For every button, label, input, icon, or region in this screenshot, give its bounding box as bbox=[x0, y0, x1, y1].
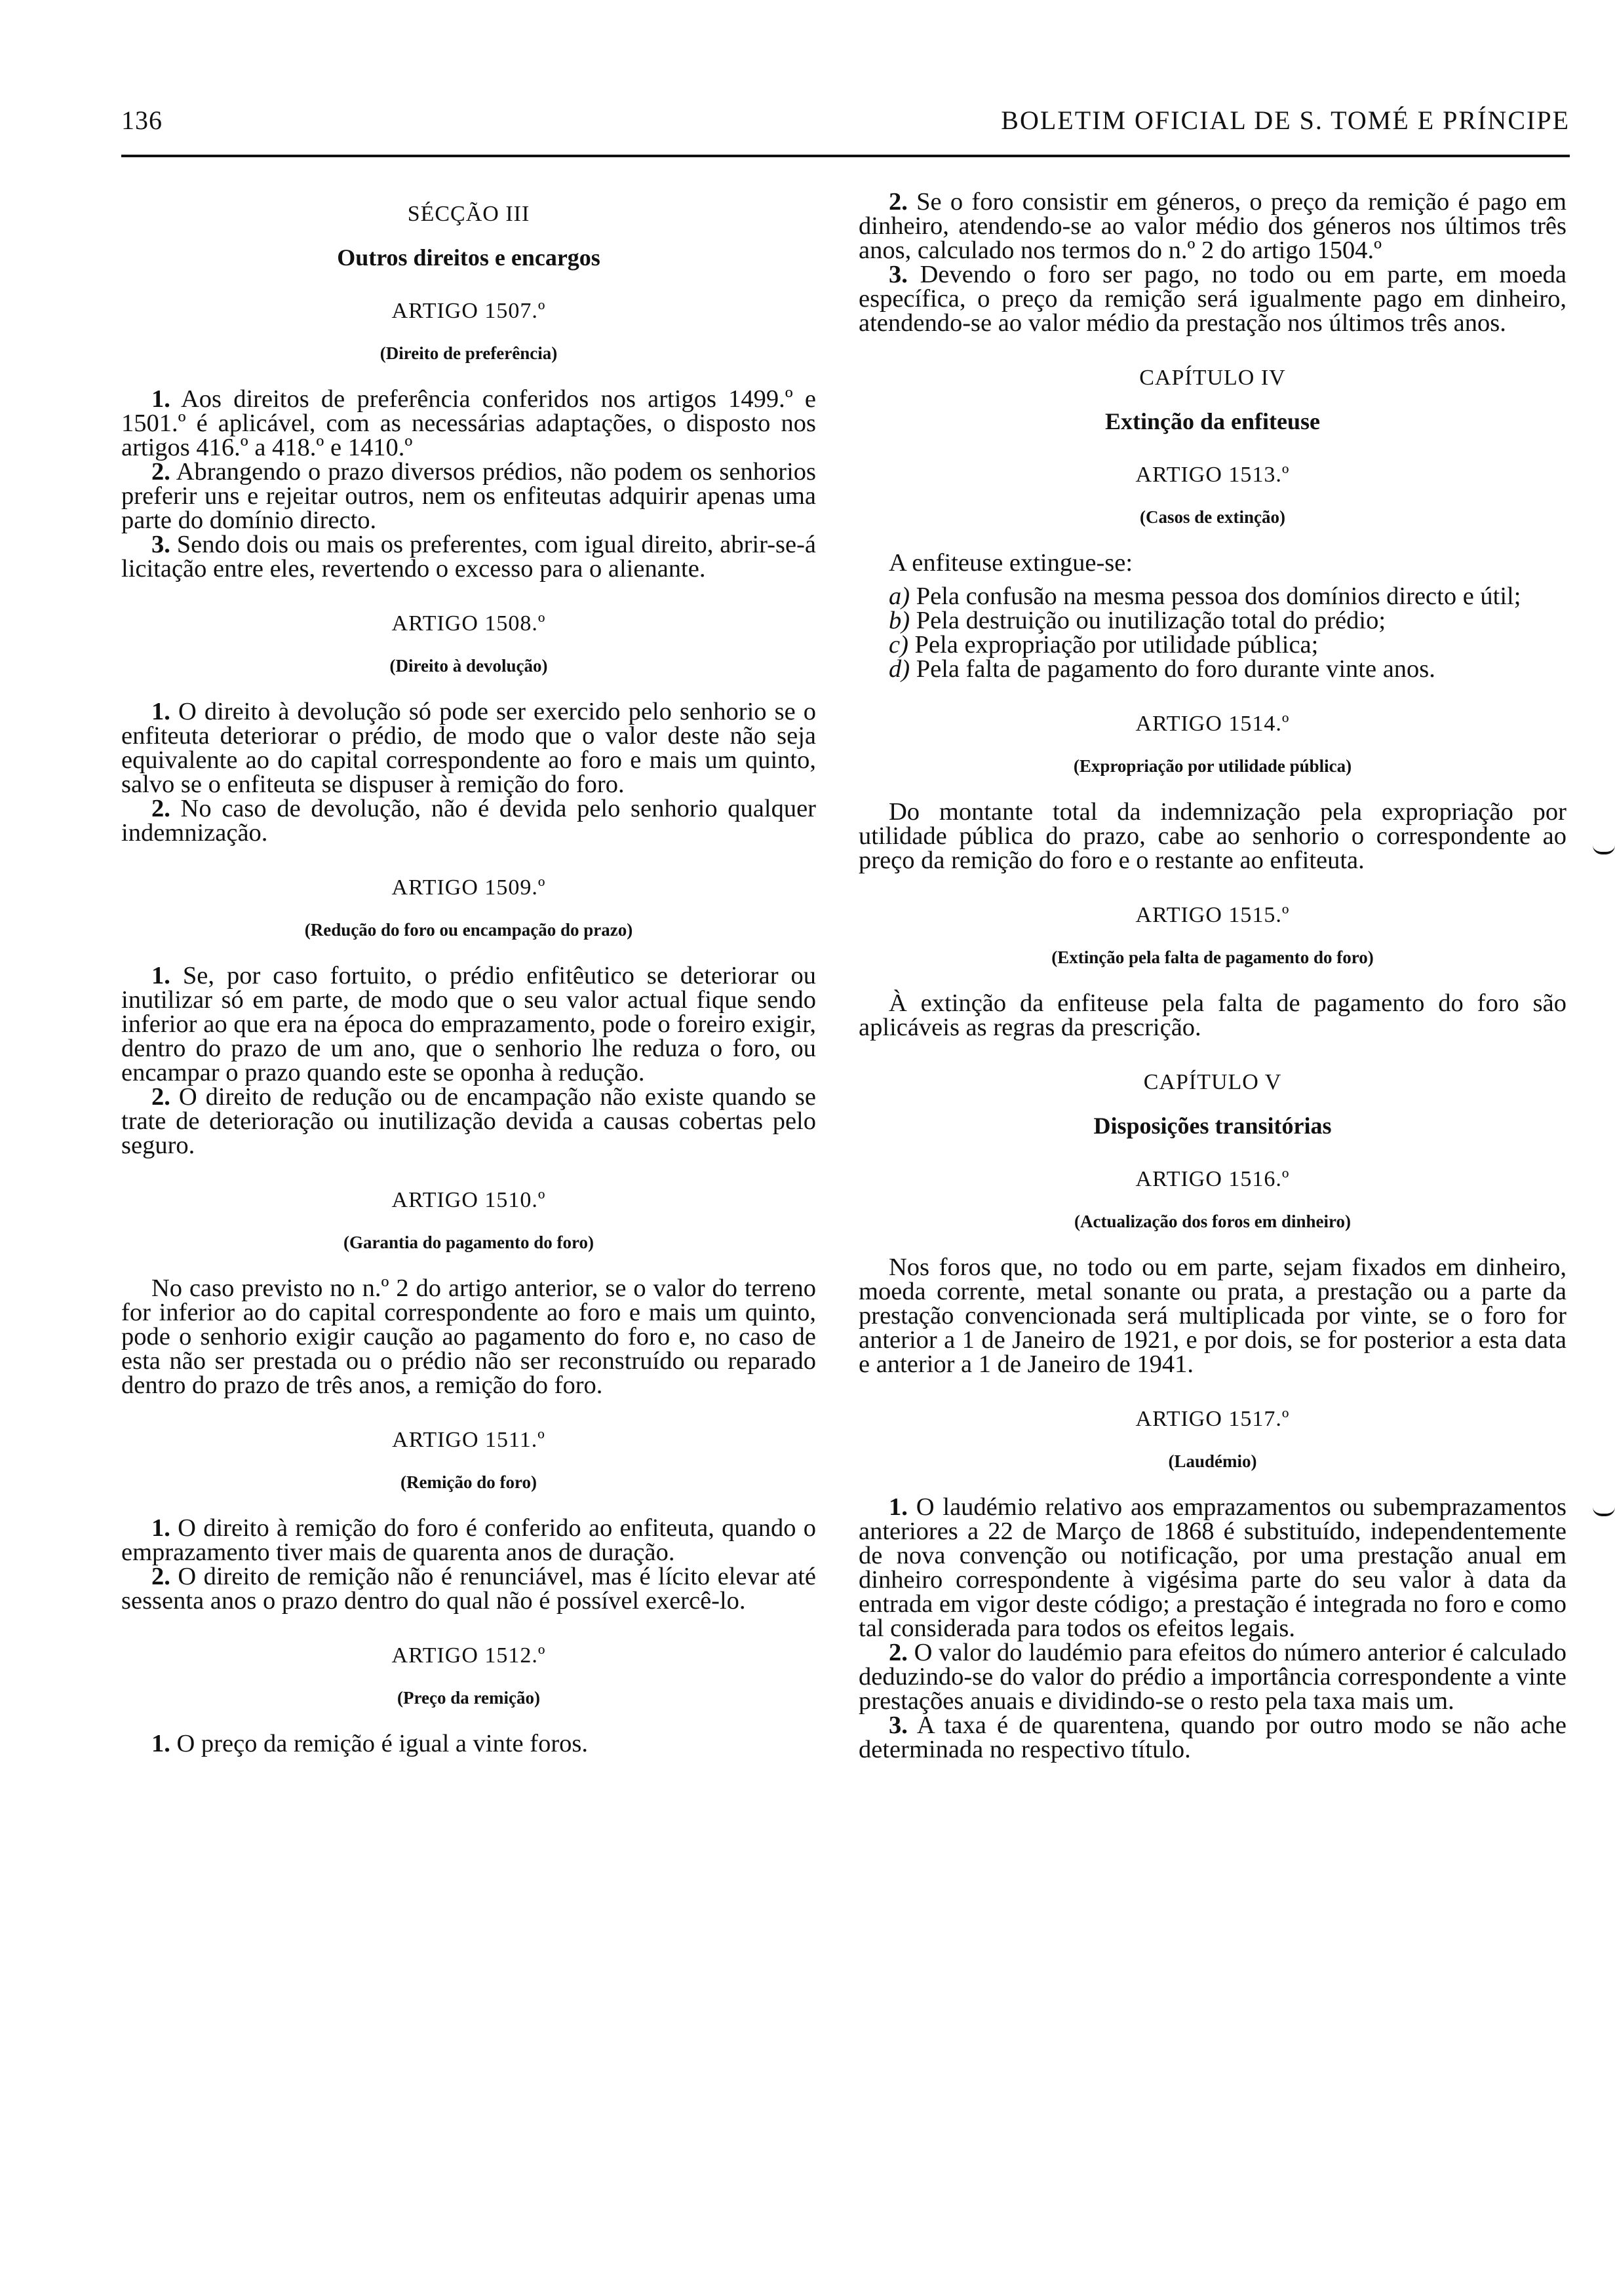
paragraph-text: Nos foros que, no todo ou em parte, sejam fixados em dinheiro, moeda corrente, metal sonante ou prata, a prestação ou a parte da prestação convencionada será multiplicada por vinte, se o foro for anterior a 1 de Janeiro de 1921, e por dois, se for posterior a esta data e anterior a 1 de Janeiro de 1941. bbox=[859, 1253, 1566, 1378]
paragraph-text: À extinção da enfiteuse pela falta de pagamento do foro são aplicáveis as regras da prescrição. bbox=[859, 989, 1566, 1041]
paragraph bbox=[121, 700, 816, 797]
paragraph-number: 2. bbox=[151, 1083, 170, 1111]
publication-title: BOLETIM OFICIAL DE S. TOMÉ E PRÍNCIPE bbox=[1001, 105, 1570, 135]
paragraph bbox=[859, 1713, 1566, 1762]
paragraph bbox=[121, 1085, 816, 1158]
article-subtitle: (Remição do foro) bbox=[400, 1472, 537, 1492]
chapter-title: Disposições transitórias bbox=[1093, 1113, 1332, 1139]
article-subtitle: (Direito à devolução) bbox=[389, 656, 548, 676]
paragraph bbox=[121, 387, 816, 460]
article-heading: ARTIGO 1517.º bbox=[1135, 1407, 1290, 1431]
article-subtitle: (Direito de preferência) bbox=[379, 343, 558, 363]
article-subtitle: (Laudémio) bbox=[1168, 1451, 1257, 1471]
article-heading: ARTIGO 1512.º bbox=[391, 1643, 546, 1668]
paragraph-number: 1. bbox=[151, 962, 170, 989]
article-heading: ARTIGO 1516.º bbox=[1135, 1167, 1290, 1191]
paragraph-number: 1. bbox=[151, 385, 170, 413]
paragraph-text: O direito de remição não é renunciável, mas é lícito elevar até sessenta anos o prazo dentro do qual não é possível exercê-lo. bbox=[121, 1563, 816, 1615]
paragraph bbox=[859, 1255, 1566, 1377]
paragraph bbox=[121, 460, 816, 533]
article-heading: ARTIGO 1514.º bbox=[1135, 712, 1290, 736]
paragraph-number: 2. bbox=[151, 795, 170, 822]
paragraph-text: O direito à devolução só pode ser exercido pelo senhorio se o enfiteuta deteriorar o prédio, de modo que o valor deste não seja equivalente ao do capital correspondente ao foro e mais um quinto, salvo se o enfiteuta se dispuser à remição do foro. bbox=[121, 698, 816, 798]
paragraph-number: 3. bbox=[889, 261, 908, 288]
binding-mark bbox=[1593, 1507, 1615, 1516]
article-heading: ARTIGO 1507.º bbox=[391, 299, 546, 323]
item-text: Pela falta de pagamento do foro durante vinte anos. bbox=[910, 655, 1435, 683]
article-subtitle: (Actualização dos foros em dinheiro) bbox=[1074, 1212, 1351, 1231]
paragraph-text: O valor do laudémio para efeitos do número anterior é calculado deduzindo-se do valor do prédio a importância correspondente a vinte prestações anuais e dividindo-se o resto pela taxa mais um. bbox=[859, 1639, 1566, 1715]
section-title: Outros direitos e encargos bbox=[337, 244, 600, 271]
article-1507 bbox=[121, 299, 816, 581]
right-column bbox=[859, 190, 1566, 1792]
article-1511 bbox=[121, 1428, 816, 1613]
paragraph bbox=[859, 190, 1566, 263]
chapter-title: Extinção da enfiteuse bbox=[1105, 408, 1320, 434]
paragraph-text: Se, por caso fortuito, o prédio enfitêutico se deteriorar ou inutilizar só em parte, de modo que o seu valor actual fique sendo inferior ao que era na época do emprazamento, pode o foreiro exigir, dentro do prazo de um ano, que o senhorio lhe reduza o foro, ou encampar o prazo quando este se oponha à redução. bbox=[121, 962, 816, 1086]
binding-mark bbox=[1593, 845, 1615, 854]
paragraph-number: 1. bbox=[151, 1514, 170, 1542]
paragraph-number: 2. bbox=[889, 1639, 908, 1666]
header-rule bbox=[121, 155, 1570, 157]
list-item bbox=[859, 609, 1566, 633]
article-heading: ARTIGO 1515.º bbox=[1135, 903, 1290, 927]
article-subtitle: (Extinção pela falta de pagamento do foro) bbox=[1051, 947, 1374, 967]
article-1516 bbox=[859, 1167, 1566, 1377]
paragraph-text: O direito à remição do foro é conferido ao enfiteuta, quando o emprazamento tiver mais de quarenta anos de duração. bbox=[121, 1514, 816, 1566]
paragraph bbox=[859, 1641, 1566, 1713]
article-1509 bbox=[121, 875, 816, 1158]
paragraph-text: A taxa é de quarentena, quando por outro modo se não ache determinada no respectivo título. bbox=[859, 1712, 1566, 1763]
paragraph bbox=[859, 263, 1566, 335]
chapter-label: CAPÍTULO IV bbox=[1139, 366, 1286, 390]
paragraph bbox=[121, 1516, 816, 1565]
paragraph bbox=[859, 991, 1566, 1040]
paragraph bbox=[121, 1276, 816, 1398]
article-heading: ARTIGO 1508.º bbox=[391, 611, 546, 636]
paragraph bbox=[121, 964, 816, 1085]
article-1517 bbox=[859, 1407, 1566, 1762]
list-item bbox=[859, 633, 1566, 657]
article-heading: ARTIGO 1509.º bbox=[391, 875, 546, 900]
article-heading: ARTIGO 1513.º bbox=[1135, 463, 1290, 487]
article-subtitle: (Redução do foro ou encampação do prazo) bbox=[304, 920, 633, 940]
article-subtitle: (Garantia do pagamento do foro) bbox=[343, 1233, 594, 1252]
paragraph-text: O direito de redução ou de encampação não existe quando se trate de deterioração ou inutilização devida a causas cobertas pelo seguro. bbox=[121, 1083, 816, 1159]
list-item bbox=[859, 584, 1566, 609]
article-heading: ARTIGO 1510.º bbox=[391, 1188, 546, 1212]
article-1508 bbox=[121, 611, 816, 845]
item-letter: c) bbox=[889, 631, 908, 659]
paragraph bbox=[121, 533, 816, 581]
page-number: 136 bbox=[121, 105, 163, 135]
paragraph-text: Se o foro consistir em géneros, o preço da remição é pago em dinheiro, atendendo-se ao valor médio dos géneros nos últimos três anos, calculado nos termos do n.º 2 do artigo 1504.º bbox=[859, 188, 1566, 264]
paragraph-text: O laudémio relativo aos emprazamentos ou subemprazamentos anteriores a 22 de Março de 1868 é substituído, independentemente de nova convenção ou notificação, por uma prestação anual em dinheiro correspondente à vigésima parte do seu valor à data da entrada em vigor deste código; a prestação é integrada no foro e como tal considerada para todos os efeitos legais. bbox=[859, 1493, 1566, 1642]
paragraph-number: 1. bbox=[889, 1493, 908, 1521]
paragraph bbox=[121, 797, 816, 845]
item-letter: b) bbox=[889, 607, 910, 634]
article-1512 bbox=[121, 1643, 816, 1756]
paragraph bbox=[121, 1565, 816, 1613]
item-letter: d) bbox=[889, 655, 910, 683]
paragraph bbox=[859, 800, 1566, 873]
paragraph-text: Sendo dois ou mais os preferentes, com igual direito, abrir-se-á licitação entre eles, revertendo o excesso para o alienante. bbox=[121, 531, 816, 583]
paragraph-number: 1. bbox=[151, 698, 170, 725]
paragraph bbox=[121, 1732, 816, 1756]
article-1512-continued bbox=[859, 190, 1566, 335]
page-header bbox=[121, 105, 1570, 144]
item-text: Pela confusão na mesma pessoa dos domínios directo e útil; bbox=[910, 583, 1521, 610]
paragraph-text: No caso previsto no n.º 2 do artigo anterior, se o valor do terreno for inferior ao do capital correspondente ao foro e mais um quinto, pode o senhorio exigir caução ao pagamento do foro e, no caso de esta não ser prestada ou o prédio não ser reconstruído ou reparado dentro do prazo de três anos, a remição do foro. bbox=[121, 1274, 816, 1399]
left-column bbox=[121, 190, 816, 1786]
paragraph-text: O preço da remição é igual a vinte foros. bbox=[170, 1730, 589, 1757]
paragraph-text: Abrangendo o prazo diversos prédios, não podem os senhorios preferir uns e rejeitar outros, nem os enfiteutas adquirir apenas uma parte do domínio directo. bbox=[121, 458, 816, 534]
chapter-label: CAPÍTULO V bbox=[1143, 1070, 1282, 1094]
list-item bbox=[859, 657, 1566, 681]
article-subtitle: (Casos de extinção) bbox=[1140, 507, 1285, 527]
item-letter: a) bbox=[889, 583, 910, 610]
article-subtitle: (Expropriação por utilidade pública) bbox=[1073, 756, 1352, 776]
paragraph-text: Aos direitos de preferência conferidos nos artigos 1499.º e 1501.º é aplicável, com as necessárias adaptações, o disposto nos artigos 416.º a 418.º e 1410.º bbox=[121, 385, 816, 461]
article-1514 bbox=[859, 712, 1566, 873]
article-1510 bbox=[121, 1188, 816, 1398]
article-1515 bbox=[859, 903, 1566, 1040]
paragraph-text: Devendo o foro ser pago, no todo ou em parte, em moeda específica, o preço da remição será igualmente pago em dinheiro, atendendo-se ao valor médio da prestação nos últimos três anos. bbox=[859, 261, 1566, 337]
section-label: SÉCÇÃO III bbox=[407, 202, 530, 226]
paragraph-number: 2. bbox=[889, 188, 908, 216]
paragraph-number: 2. bbox=[151, 458, 170, 486]
paragraph-text: No caso de devolução, não é devida pelo senhorio qualquer indemnização. bbox=[121, 795, 816, 847]
item-text: Pela expropriação por utilidade pública; bbox=[908, 631, 1319, 659]
paragraph-number: 3. bbox=[151, 531, 170, 558]
paragraph bbox=[859, 1495, 1566, 1641]
article-heading: ARTIGO 1511.º bbox=[392, 1428, 545, 1452]
article-subtitle: (Preço da remição) bbox=[397, 1688, 540, 1708]
paragraph-intro: A enfiteuse extingue-se: bbox=[889, 549, 1133, 577]
paragraph-number: 3. bbox=[889, 1712, 908, 1739]
paragraph-text: Do montante total da indemnização pela expropriação por utilidade pública do prazo, cabe ao senhorio o correspondente ao preço da remição do foro e o restante ao enfiteuta. bbox=[859, 798, 1566, 874]
paragraph-number: 1. bbox=[151, 1730, 170, 1757]
item-text: Pela destruição ou inutilização total do prédio; bbox=[910, 607, 1386, 634]
article-1513 bbox=[859, 463, 1566, 681]
paragraph-number: 2. bbox=[151, 1563, 170, 1590]
